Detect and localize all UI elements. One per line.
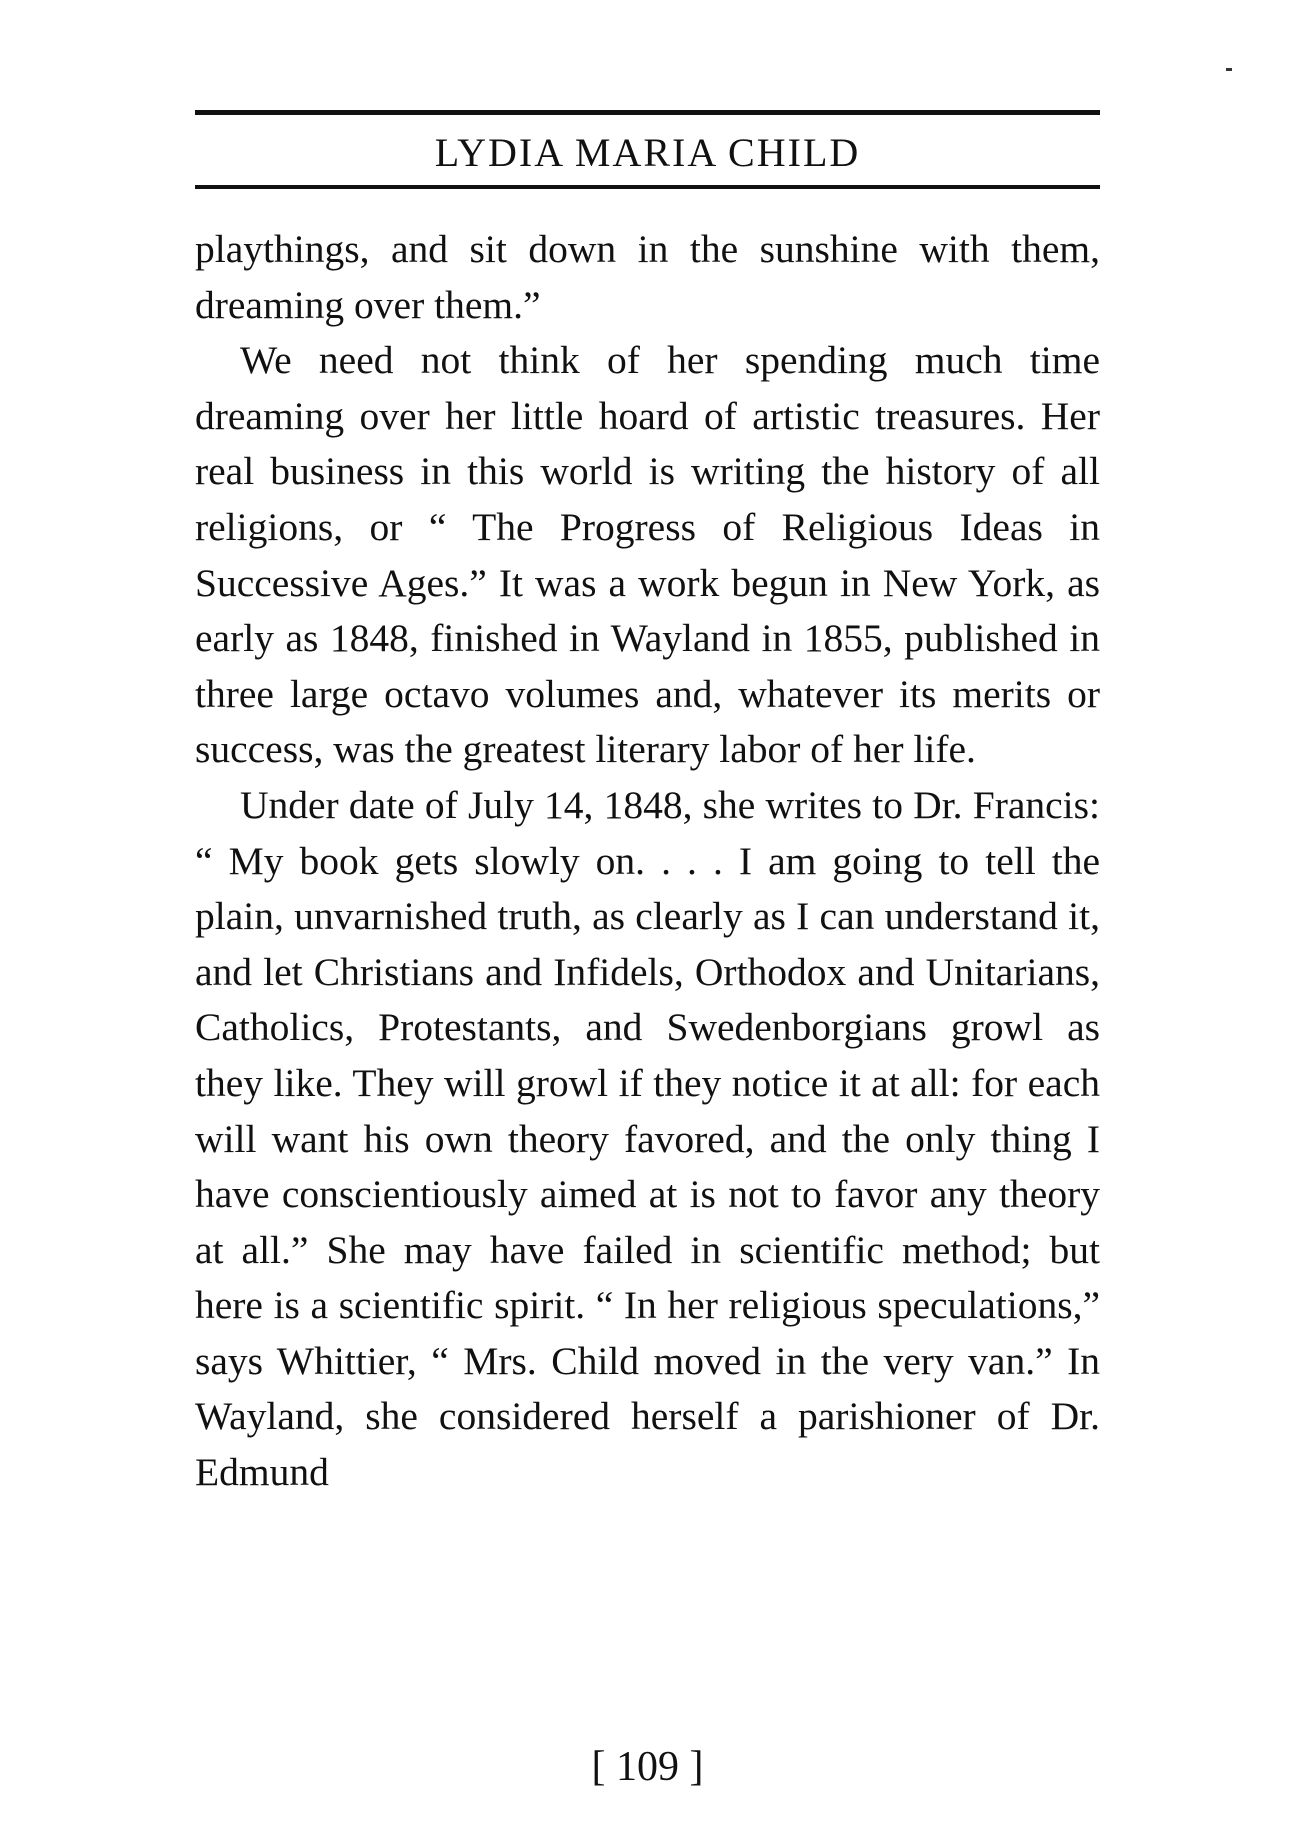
header-rule-bottom xyxy=(195,185,1100,189)
header-rule-top xyxy=(195,110,1100,115)
scan-speck xyxy=(1226,68,1232,71)
paragraph-progress-of-religious-ideas: We need not think of her spending much time dreaming over her little hoard of artistic treasures. Her real business in this world is writing the history of all religions, or “ The Progress of Religious Ideas in Successive Ages.” It was a work begun in New York, as early as 1848, finished in Wayland in 1855, published in three large octavo volumes and, whatever its merits or success, was the greatest literary labor of her life. xyxy=(195,338,1100,772)
page-number: [ 109 ] xyxy=(591,1744,704,1790)
paragraph-continued: playthings, and sit down in the sunshine with them, dreaming over them.” xyxy=(195,227,1100,327)
book-page xyxy=(195,0,1100,1837)
paragraph-letter-to-dr-francis: Under date of July 14, 1848, she writes to Dr. Francis: “ My book gets slowly on. . . . I am going to tell the plain, unvarnished truth, as clearly as I can understand it, and let Christians and Infidels, Orthodox and Unitarians, Catholics, Protestants, and Swedenborgians growl as they like. They will growl if they notice it at all: for each will want his own theory favored, and the only thing I have conscientiously aimed at is not to favor any theory at all.” She may have failed in scientific method; but here is a scientific spirit. “ In her religious speculations,” says Whittier, “ Mrs. Child moved in the very van.” In Wayland, she considered herself a parishioner of Dr. Edmund xyxy=(195,782,1100,1495)
running-head: LYDIA MARIA CHILD xyxy=(434,130,861,175)
body-text xyxy=(195,222,1100,1501)
